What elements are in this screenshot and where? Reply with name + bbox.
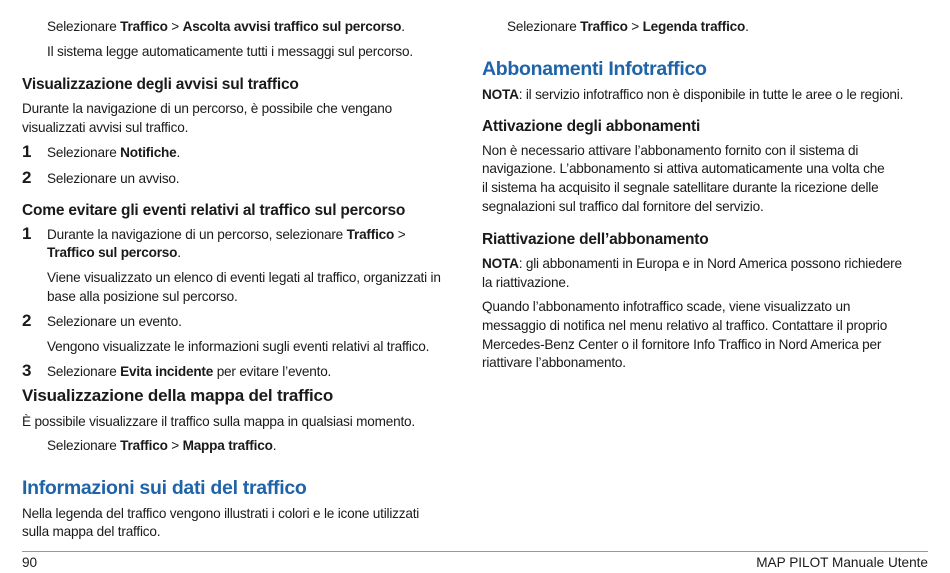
step-listen-alerts: Selezionare Traffico > Ascolta avvisi traffico sul percorso. bbox=[47, 19, 405, 34]
avoid-step1-line1: Durante la navigazione di un percorso, selezionare Traffico > bbox=[47, 227, 406, 242]
section-title-avoid: Come evitare gli eventi relativi al traffico sul percorso bbox=[22, 202, 406, 219]
avoid-note-line1: Viene visualizzato un elenco di eventi legati al traffico, organizzati in bbox=[47, 270, 441, 285]
alerts-body-line1: Durante la navigazione di un percorso, è possibile che vengano bbox=[22, 101, 392, 116]
alerts-body-line2: visualizzati avvisi sul traffico. bbox=[22, 120, 189, 135]
reactivation-line4: riattivare l’abbonamento. bbox=[482, 355, 626, 370]
footer-divider bbox=[22, 551, 928, 552]
step-avoid-incident: Selezionare Evita incidente per evitare l’evento. bbox=[47, 364, 332, 379]
reactivation-line3: Mercedes-Benz Center o il fornitore Info Traffico in Nord America per bbox=[482, 337, 882, 352]
reactivation-line1: Quando l’abbonamento infotraffico scade, viene visualizzato un bbox=[482, 299, 851, 314]
reactivation-note-line1: NOTA: gli abbonamenti in Europa e in Nord America possono richiedere bbox=[482, 256, 902, 271]
activation-line1: Non è necessario attivare l’abbonamento fornito con il sistema di bbox=[482, 143, 859, 158]
step-traffic-legend: Selezionare Traffico > Legenda traffico. bbox=[507, 19, 749, 34]
event-info-note: Vengono visualizzate le informazioni sugli eventi relativi al traffico. bbox=[47, 339, 430, 354]
step-select-alert: Selezionare un avviso. bbox=[47, 171, 180, 186]
map-body: È possibile visualizzare il traffico sulla mappa in qualsiasi momento. bbox=[22, 414, 415, 429]
page-number: 90 bbox=[22, 555, 38, 570]
section-title-reactivation: Riattivazione dell’abbonamento bbox=[482, 231, 709, 248]
reactivation-note-line2: la riattivazione. bbox=[482, 275, 570, 290]
step-number: 1 bbox=[22, 142, 32, 161]
activation-line4: segnalazioni sul traffico dal fornitore del servizio. bbox=[482, 199, 764, 214]
step-select-event: Selezionare un evento. bbox=[47, 314, 182, 329]
step-select-notifications: Selezionare Notifiche. bbox=[47, 145, 181, 160]
manual-title: MAP PILOT Manuale Utente bbox=[756, 555, 928, 570]
subscriptions-note: NOTA: il servizio infotraffico non è disponibile in tutte le aree o le regioni. bbox=[482, 87, 904, 102]
section-title-map: Visualizzazione della mappa del traffico bbox=[22, 386, 333, 405]
step-number: 1 bbox=[22, 224, 32, 243]
section-title-activation: Attivazione degli abbonamenti bbox=[482, 118, 701, 135]
step-number: 2 bbox=[22, 168, 32, 187]
section-title-traffic-data: Informazioni sui dati del traffico bbox=[22, 477, 307, 499]
step-traffic-map: Selezionare Traffico > Mappa traffico. bbox=[47, 438, 277, 453]
traffic-data-body-line2: sulla mappa del traffico. bbox=[22, 524, 161, 539]
reactivation-line2: messaggio di notifica nel menu relativo al traffico. Contattare il proprio bbox=[482, 318, 888, 333]
activation-line2: navigazione. L’abbonamento si attiva automaticamente una volta che bbox=[482, 161, 885, 176]
step-number: 2 bbox=[22, 311, 32, 330]
section-title-subscriptions: Abbonamenti Infotraffico bbox=[482, 58, 707, 80]
avoid-step1-line2: Traffico sul percorso. bbox=[47, 245, 181, 260]
traffic-data-body-line1: Nella legenda del traffico vengono illustrati i colori e le icone utilizzati bbox=[22, 506, 420, 521]
activation-line3: il sistema ha acquisito il segnale satellitare durante la ricezione delle bbox=[482, 180, 879, 195]
section-title-alerts: Visualizzazione degli avvisi sul traffico bbox=[22, 76, 299, 93]
step-number: 3 bbox=[22, 361, 32, 380]
avoid-note-line2: base alla posizione sul percorso. bbox=[47, 289, 238, 304]
auto-read-text: Il sistema legge automaticamente tutti i messaggi sul percorso. bbox=[47, 44, 413, 59]
